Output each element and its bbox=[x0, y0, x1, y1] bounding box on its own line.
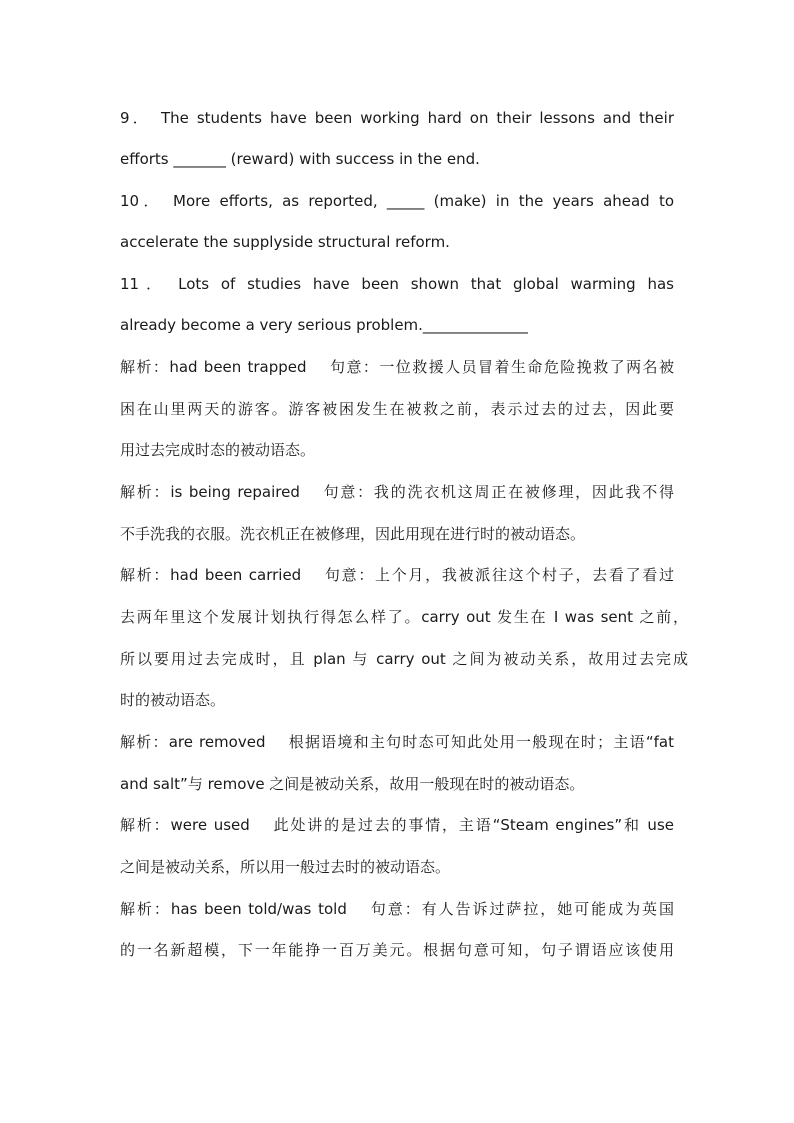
explanation-3-line-4: 时的被动语态。 bbox=[120, 691, 226, 709]
question-text: Lots of studies have been shown that global warming has bbox=[178, 275, 674, 293]
explanation-text: 句意：上个月，我被派往这个村子，去看了看过 bbox=[323, 566, 674, 584]
explanation-answer: are removed bbox=[168, 733, 266, 751]
explanation-4-line-1 bbox=[120, 732, 674, 752]
explanation-answer: had been trapped bbox=[169, 358, 307, 376]
explanation-label: 解析： bbox=[120, 733, 169, 751]
question-9-line-2: efforts _______ (reward) with success in the end. bbox=[120, 150, 480, 168]
explanation-6-line-1 bbox=[120, 899, 674, 919]
explanation-2-line-1 bbox=[120, 482, 674, 502]
explanation-text: 此处讲的是过去的事情，主语“Steam engines”和 use bbox=[271, 816, 674, 834]
explanation-6-line-2: 的一名新超模，下一年能挣一百万美元。根据句意可知，句子谓语应该使用 bbox=[120, 941, 674, 959]
explanation-answer: is being repaired bbox=[170, 483, 300, 501]
explanation-3-line-1 bbox=[120, 565, 674, 585]
question-11-line-1 bbox=[120, 274, 674, 294]
explanation-label: 解析： bbox=[120, 483, 171, 501]
explanation-text: 句意：我的洗衣机这周正在被修理，因此我不得 bbox=[321, 483, 674, 501]
question-number: 11． bbox=[120, 275, 169, 293]
explanation-4-line-2: and salt”与 remove 之间是被动关系，故用一般现在时的被动语态。 bbox=[120, 775, 585, 793]
explanation-label: 解析： bbox=[120, 816, 171, 834]
explanation-1-line-2: 困在山里两天的游客。游客被困发生在被救之前，表示过去的过去，因此要 bbox=[120, 400, 674, 418]
question-number: 9． bbox=[120, 109, 151, 127]
explanation-3-line-3: 所以要用过去完成时，且 plan 与 carry out 之间为被动关系，故用过去完成 bbox=[120, 650, 688, 668]
question-10-line-1 bbox=[120, 191, 674, 211]
question-10-line-2: accelerate the supplyside structural reform. bbox=[120, 233, 450, 251]
explanation-answer: were used bbox=[170, 816, 250, 834]
explanation-label: 解析： bbox=[120, 358, 170, 376]
explanation-1-line-3: 用过去完成时态的被动语态。 bbox=[120, 441, 316, 459]
explanation-answer: had been carried bbox=[170, 566, 302, 584]
explanation-2-line-2: 不手洗我的衣服。洗衣机正在被修理，因此用现在进行时的被动语态。 bbox=[120, 525, 586, 543]
explanation-text: 句意：一位救援人员冒着生命危险挽救了两名被 bbox=[328, 358, 674, 376]
explanation-answer: has been told/was told bbox=[170, 900, 347, 918]
explanation-text: 句意：有人告诉过萨拉，她可能成为英国 bbox=[368, 900, 674, 918]
explanation-label: 解析： bbox=[120, 566, 171, 584]
explanation-1-line-1 bbox=[120, 357, 674, 377]
explanation-5-line-1 bbox=[120, 815, 674, 835]
explanation-5-line-2: 之间是被动关系，所以用一般过去时的被动语态。 bbox=[120, 858, 451, 876]
explanation-text: 根据语境和主句时态可知此处用一般现在时；主语“fat bbox=[287, 733, 674, 751]
question-text: The students have been working hard on their lessons and their bbox=[160, 109, 674, 127]
explanation-3-line-2: 去两年里这个发展计划执行得怎么样了。carry out 发生在 I was sent 之前， bbox=[120, 608, 688, 626]
question-11-line-2: already become a very serious problem.______________ bbox=[120, 316, 528, 334]
question-9-line-1 bbox=[120, 108, 674, 128]
question-number: 10． bbox=[120, 192, 164, 210]
explanation-label: 解析： bbox=[120, 900, 171, 918]
question-text: More efforts, as reported, _____ (make) in the years ahead to bbox=[173, 192, 674, 210]
